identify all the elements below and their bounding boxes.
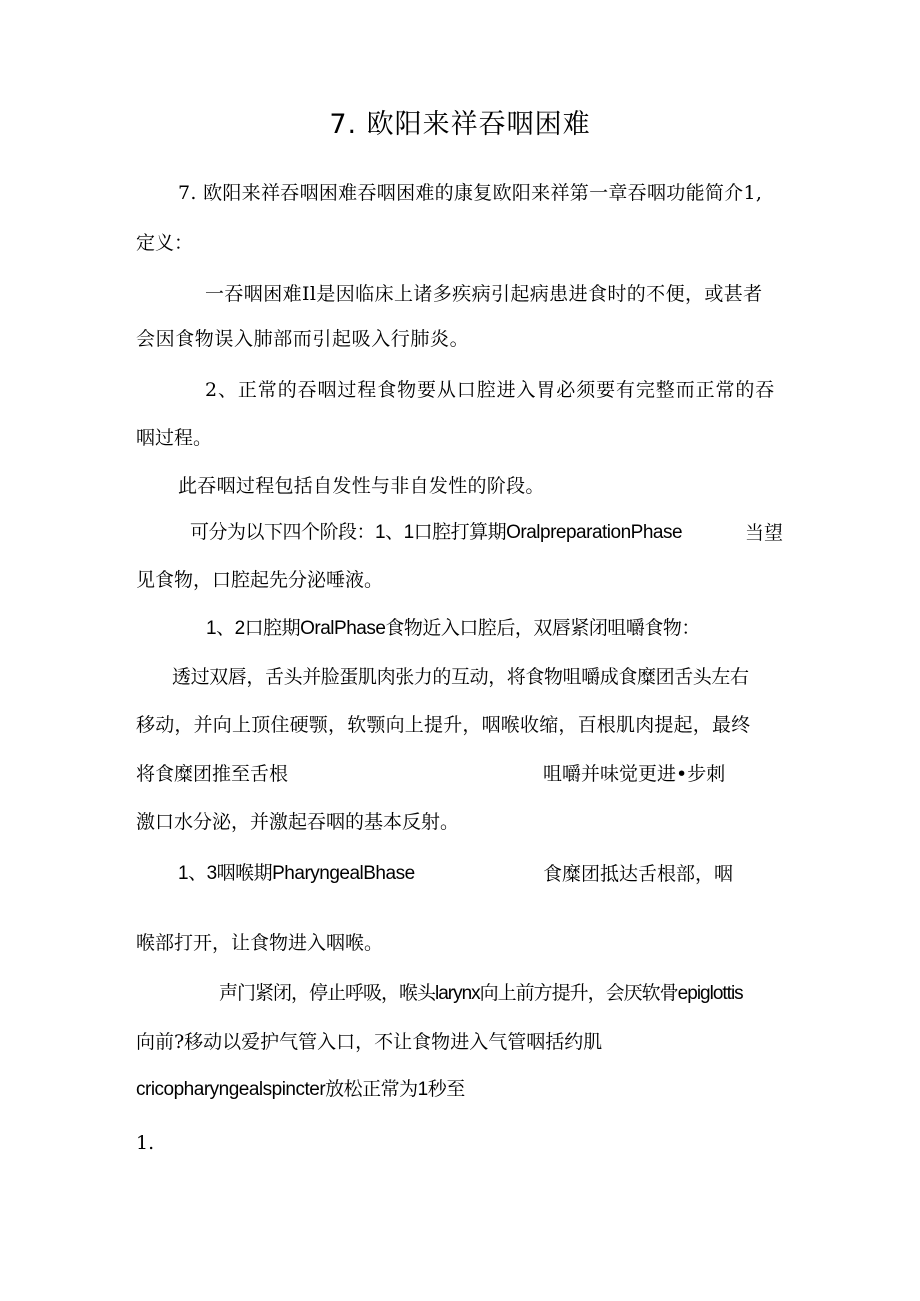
paragraph-line: 将食糜团推至舌根	[136, 763, 289, 785]
paragraph-line: 可分为以下四个阶段：1、1口腔打算期OralpreparationPhase	[190, 522, 683, 543]
paragraph-line: 食糜团抵达舌根部，咽	[543, 863, 734, 885]
paragraph-line: 移动，并向上顶住硬颚，软颚向上提升，咽喉收缩，百根肌肉提起，最终	[136, 714, 751, 736]
paragraph-line: 当望	[745, 522, 784, 544]
paragraph-line: 激口水分泌，并激起吞咽的基本反射。	[136, 811, 460, 833]
paragraph-line: 一吞咽困难Il是因临床上诸多疾病引起病患进食时的不便，或甚者	[205, 283, 763, 305]
paragraph-line: 此吞咽过程包括自发性与非自发性的阶段。	[178, 475, 545, 497]
paragraph-line: 咽过程。	[136, 427, 213, 449]
paragraph-line: 喉部打开，让食物进入咽喉。	[136, 932, 384, 954]
document-title: 7. 欧阳来祥吞咽困难	[329, 109, 591, 140]
paragraph-line: 咀嚼并味觉更进•步刺	[543, 763, 726, 785]
paragraph-line: 向前?移动以爱护气管入口，不让食物进入气管咽括约肌	[136, 1031, 603, 1053]
paragraph-line: 声门紧闭，停止呼吸，喉头larynx向上前方提升，会厌软骨epiglottis	[219, 983, 743, 1004]
paragraph-line: cricopharyngealspincter放松正常为1秒至	[136, 1079, 465, 1100]
paragraph-line: 定义：	[136, 232, 194, 254]
paragraph-line: 1、3咽喉期PharyngealBhase	[178, 863, 415, 884]
paragraph-line: 7. 欧阳来祥吞咽困难吞咽困难的康复欧阳来祥第一章吞咽功能简介1,	[178, 182, 763, 204]
paragraph-line: 2、正常的吞咽过程食物要从口腔进入胃必须要有完整而正常的吞	[205, 379, 776, 401]
paragraph-line: 1、2口腔期OralPhase食物近入口腔后，双唇紧闭咀嚼食物：	[206, 618, 700, 639]
paragraph-line: 会因食物误入肺部而引起吸入行肺炎。	[136, 328, 470, 350]
paragraph-line: 见食物，口腔起先分泌唾液。	[136, 569, 384, 591]
paragraph-line: 透过双唇，舌头并脸蛋肌肉张力的互动，将食物咀嚼成食糜团舌头左右	[172, 666, 749, 688]
paragraph-line: 1.	[136, 1132, 155, 1154]
